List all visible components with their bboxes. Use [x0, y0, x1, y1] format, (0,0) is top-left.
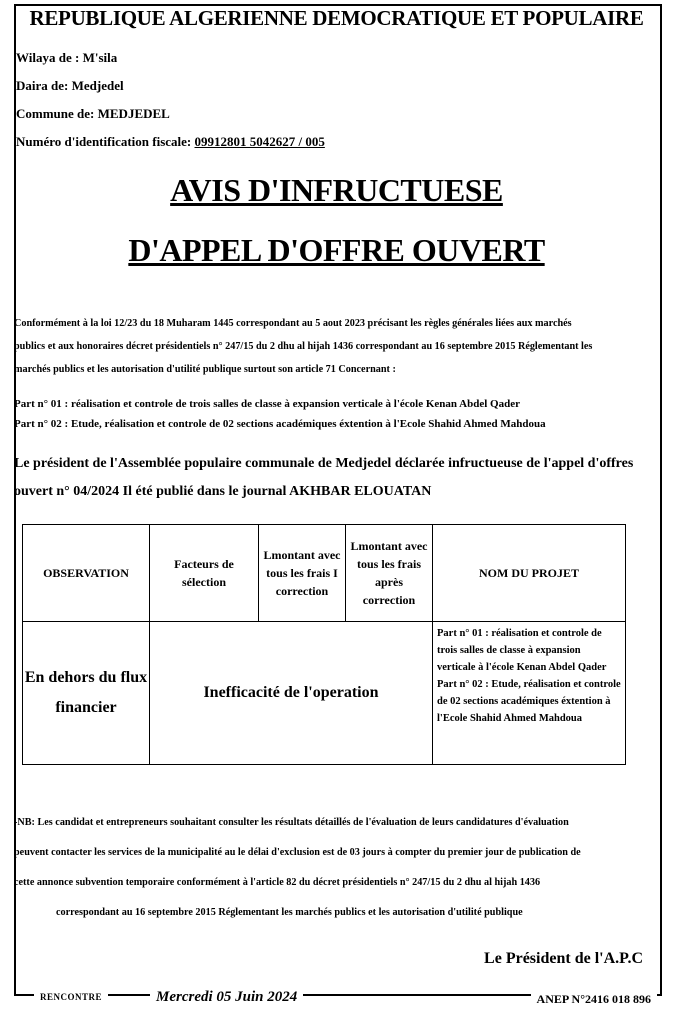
declaration-line-2: ouvert n° 04/2024 Il été publié dans le journal AKHBAR ELOUATAN	[14, 484, 432, 499]
signature: Le Président de l'A.P.C	[484, 950, 643, 967]
project-part-1: Part n° 01 : réalisation et controle de trois salles de classe à expansion verticale à l'école Kenan Abdel Qader	[437, 628, 607, 673]
daira-label: Daira de:	[16, 78, 69, 93]
newspaper-name: RENCONTRE	[34, 992, 108, 1002]
publication-date: Mercredi 05 Juin 2024	[150, 989, 303, 1006]
cell-project	[433, 622, 626, 765]
cell-factor: Inefficacité de l'operation	[150, 622, 433, 765]
legal-line-2: publics et aux honoraires décret présidentiels n° 247/15 du 2 dhu al hijah 1436 correspondant au 16 septembre 2015 Réglementant les	[14, 341, 593, 352]
anep-reference: ANEP N°2416 018 896	[531, 992, 657, 1007]
table-header-row	[23, 525, 626, 622]
nb-line-2: peuvent contacter les services de la municipalité au le délai d'exclusion est de 03 jours à compter du premier jour de publication de	[14, 847, 581, 858]
daira-line	[16, 78, 124, 94]
tax-id-value: 09912801 5042627 / 005	[194, 134, 325, 149]
nb-note	[14, 808, 638, 928]
tax-id-label: Numéro d'identification fiscale:	[16, 134, 192, 149]
cell-observation: En dehors du flux financier	[23, 622, 150, 765]
declaration	[14, 450, 636, 506]
tax-id-line	[16, 134, 325, 150]
part-2-line: Part n° 02 : Etude, réalisation et controle de 02 sections académiques éxtention à l'Ecole Shahid Ahmed Mahdoua	[14, 418, 546, 430]
nb-line-3: cette annonce subvention temporaire conformément à l'article 82 du décret présidentiels n° 247/15 du 2 dhu al hijah 1436	[14, 877, 541, 888]
header-selection-factors: Facteurs de sélection	[150, 525, 259, 622]
table-row	[23, 622, 626, 765]
legal-paragraph	[14, 312, 634, 381]
header-amount-after: Lmontant avec tous les frais après correction	[346, 525, 433, 622]
republic-header: REPUBLIQUE ALGERIENNE DEMOCRATIQUE ET POPULAIRE	[29, 6, 644, 30]
header-observation: OBSERVATION	[23, 525, 150, 622]
wilaya-line	[16, 50, 117, 66]
wilaya-value: M'sila	[82, 50, 118, 65]
legal-line-3: marchés publics et les autorisation d'utilité publique surtout son article 71 Concernant :	[14, 364, 396, 375]
title-line-1: AVIS D'INFRUCTUESE	[170, 172, 503, 208]
project-part-2: Part n° 02 : Etude, réalisation et controle de 02 sections académiques éxtention à l'Ecole Shahid Ahmed Mahdoua	[437, 679, 621, 724]
header-project-name: NOM DU PROJET	[433, 525, 626, 622]
header-amount-before: Lmontant avec tous les frais I correction	[259, 525, 346, 622]
legal-line-1: Conformément à la loi 12/23 du 18 Muharam 1445 correspondant au 5 aout 2023 précisant les règles générales liées aux marchés	[14, 318, 572, 329]
nb-line-1: -NB: Les candidat et entrepreneurs souhaitant consulter les résultats détaillés de l'évaluation de leurs candidatures d'évaluation	[14, 817, 569, 828]
daira-value: Medjedel	[71, 78, 124, 93]
part-1-line: Part n° 01 : réalisation et controle de trois salles de classe à expansion verticale à l'école Kenan Abdel Qader	[14, 398, 520, 410]
commune-label: Commune de:	[16, 106, 95, 121]
commune-line	[16, 106, 170, 122]
results-table	[22, 524, 626, 765]
nb-line-4: correspondant au 16 septembre 2015 Réglementant les marchés publics et les autorisation d'utilité publique	[56, 907, 523, 918]
commune-value: MEDJEDEL	[97, 106, 170, 121]
title-line-2: D'APPEL D'OFFRE OUVERT	[128, 232, 545, 268]
declaration-line-1: Le président de l'Assemblée populaire communale de Medjedel déclarée infructueuse de l'appel d'offres	[14, 456, 634, 471]
wilaya-label: Wilaya de :	[16, 50, 80, 65]
